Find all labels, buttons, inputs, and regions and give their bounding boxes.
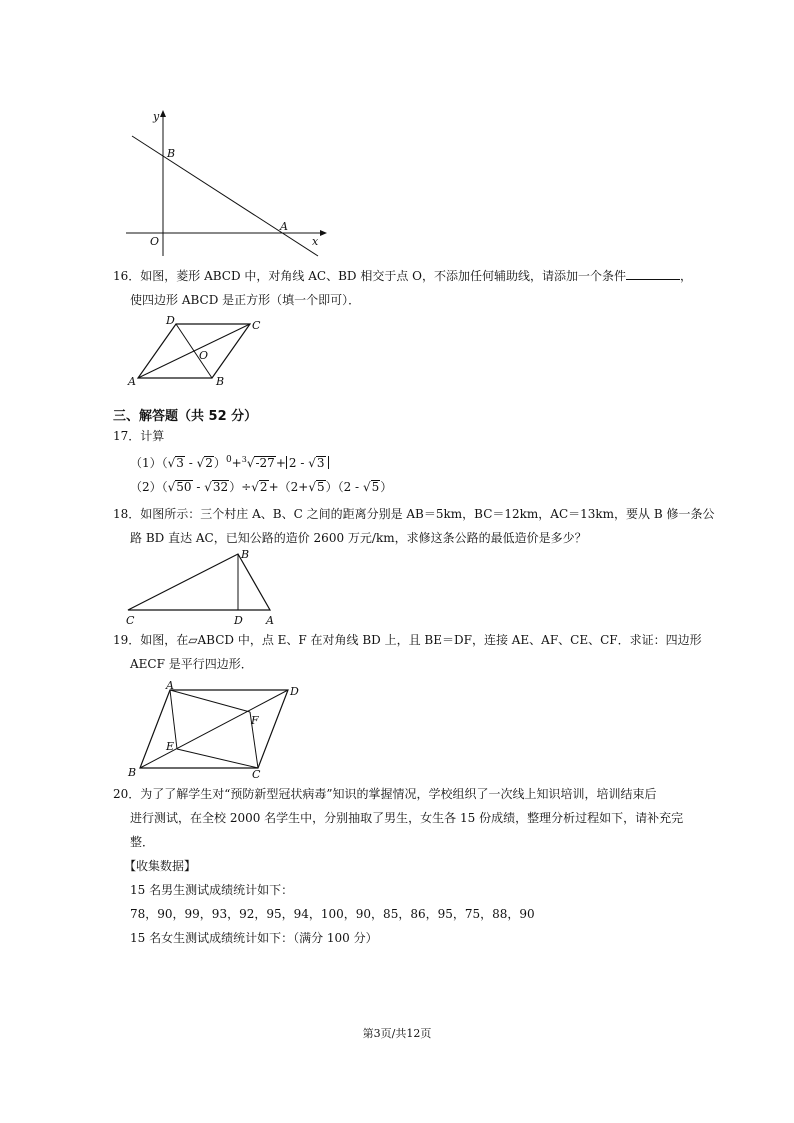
q17-p1-absolute-value: 2 - √3 — [286, 456, 329, 469]
fig19-label-d: D — [290, 685, 299, 698]
q20-line1: 20．为了了解学生对“预防新型冠状病毒”知识的掌握情况，学校组织了一次线上知识培训，培训结束后 — [113, 787, 657, 801]
q20-boys-title: 15 名男生测试成绩统计如下： — [130, 883, 294, 897]
q16-line2: 使四边形 ABCD 是正方形（填一个即可）． — [130, 293, 361, 307]
q20-line2: 进行测试，在全校 2000 名学生中，分别抽取了男生，女生各 15 份成绩，整理分析过程如下，请补充完 — [130, 811, 684, 825]
q20-girls-title: 15 名女生测试成绩统计如下：（满分 100 分） — [130, 931, 378, 945]
q17-p2-plus: +（2+ — [268, 480, 309, 494]
q19-line2: AECF 是平行四边形． — [130, 657, 253, 671]
q17-p2-sqrt5a: 5 — [316, 480, 325, 494]
fig16-rhombus — [120, 314, 280, 390]
fig19-label-b: B — [128, 766, 137, 779]
fig16-label-a: A — [128, 375, 136, 388]
q17-p1-close: ） — [213, 456, 226, 470]
fig15-x-arrow — [320, 230, 327, 236]
q17-p1-root-index: 3 — [241, 455, 247, 464]
fig18-label-d: D — [234, 614, 243, 627]
q16-line1-text: 16．如图，菱形 ABCD 中，对角线 AC、BD 相交于点 O，不添加任何辅助线，请添加一个条件 — [113, 269, 626, 283]
fig19-segment-ce — [177, 749, 258, 768]
fig16-label-o: O — [199, 349, 209, 362]
q17-p1-sqrt3: 3 — [176, 456, 184, 470]
q17-p2-mid: ）（2 - — [325, 480, 363, 494]
fig18-label-a: A — [266, 614, 274, 627]
q17-part2: （2）（√50 - √32）÷√2+（2+√5）（2 - √5） — [130, 480, 393, 494]
q16-line1-end: ， — [679, 269, 692, 283]
q17-p2-sqrt32: 32 — [212, 480, 229, 494]
q16-line1 — [113, 268, 692, 284]
q20-collect-heading: 【收集数据】 — [124, 859, 197, 873]
q18-line1: 18．如图所示：三个村庄 A、B、C 之间的距离分别是 AB＝5km，BC＝12km，AC＝13km，要从 B 修一条公 — [113, 507, 715, 521]
q17-p1-plus2: + — [275, 456, 286, 470]
fig15-label-a: A — [280, 220, 288, 233]
q17-p2-minus: - — [192, 480, 205, 494]
fig19-parallelogram — [120, 678, 320, 782]
fig19-segment-af — [170, 690, 250, 712]
fig19-label-a: A — [166, 679, 174, 692]
q17-p2-div: ）÷ — [229, 480, 252, 494]
q17-p2-label: （2）（ — [130, 480, 168, 494]
fig18-label-c: C — [126, 614, 135, 627]
q20-boys-scores: 78，90，99，93，92，95，94，100，90，85，86，95，75，88，90 — [130, 907, 535, 921]
q17-p1-plus: + — [231, 456, 242, 470]
fig15-label-y: y — [153, 110, 160, 123]
q18-line2: 路 BD 直达 AC，已知公路的造价 2600 万元/km，求修这条公路的最低造价是多少？ — [130, 531, 587, 545]
section3-title: 三、解答题（共 52 分） — [113, 409, 258, 424]
q17-p2-sqrt5b: 5 — [371, 480, 380, 494]
fig15-label-b: B — [167, 147, 176, 160]
fig16-label-b: B — [216, 375, 225, 388]
q17-p1-cube-root: -27 — [255, 456, 275, 470]
q17-title: 17．计算 — [113, 429, 165, 443]
q17-p2-end: ） — [380, 480, 393, 494]
q17-p1-sqrt2: 2 — [205, 456, 213, 470]
fig16-label-d: D — [166, 314, 175, 327]
fig15-coordinate-graph — [120, 108, 330, 258]
page-footer: 第3页/共12页 — [362, 1027, 432, 1040]
q17-p1-label: （1）（ — [130, 456, 168, 470]
q19-line1: 19．如图，在▱ABCD 中，点 E、F 在对角线 BD 上，且 BE＝DF，连接 AE、AF、CE、CF．求证：四边形 — [113, 633, 702, 647]
fig15-y-arrow — [160, 110, 166, 117]
fig15-label-o: O — [150, 235, 160, 248]
q17-p1-minus: - — [184, 456, 197, 470]
q17-p1-exponent: 0 — [225, 455, 232, 465]
q16-answer-blank — [626, 268, 680, 280]
fig15-line-ab — [132, 136, 318, 256]
fig16-label-c: C — [252, 319, 261, 332]
fig19-label-c: C — [252, 768, 261, 781]
q17-p2-sqrt2: 2 — [259, 480, 268, 494]
q17-p1-abs-sqrt3: 3 — [316, 456, 325, 470]
fig18-triangle — [120, 546, 280, 628]
fig18-triangle-outline — [128, 554, 270, 610]
q17-p1-abs-pre: 2 - — [288, 456, 309, 470]
q20-line3: 整． — [130, 835, 155, 849]
fig19-label-e: E — [166, 740, 175, 753]
fig15-label-x: x — [312, 235, 319, 248]
fig19-label-f: F — [251, 714, 259, 727]
q17-part1: （1）（√3 - √2）$^0$+$^3$√-27+ 2 - √3 — [130, 452, 329, 471]
q17-p2-sqrt50: 50 — [176, 480, 192, 494]
fig18-label-b: B — [241, 548, 250, 561]
